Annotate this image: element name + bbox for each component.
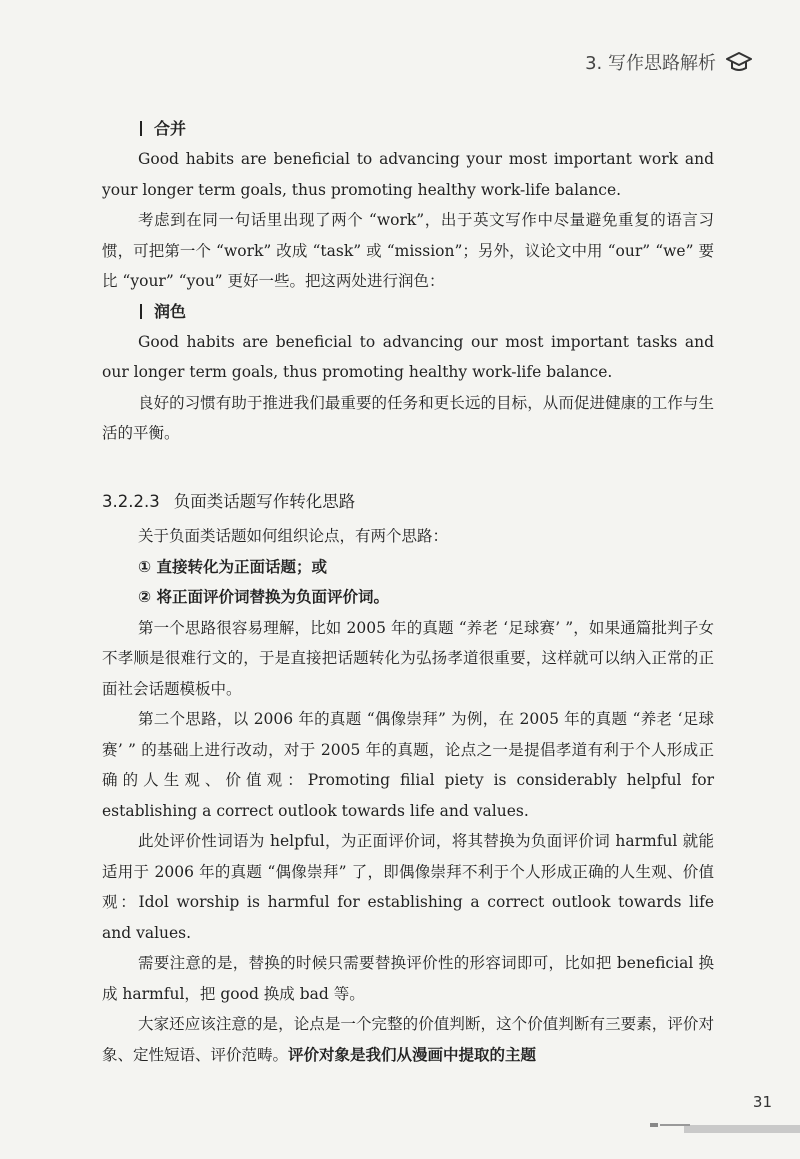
revision-note: 考虑到在同一句话里出现了两个 “work”，出于英文写作中尽量避免重复的语言习惯，可把第一个 “work” 改成 “task” 或 “mission”；另外，议论文中用 “our” “we” 要比 “your” “you” 更好一些。把这两处进行润色：: [102, 211, 714, 290]
tag-bar: [140, 304, 142, 319]
running-header: [585, 49, 752, 75]
polish-tag: [140, 297, 714, 327]
paragraph-5-text: 大家还应该注意的是，论点是一个完整的价值判断，这个价值判断有三要素，评价对象、定性短语、评价范畴。: [102, 1015, 714, 1064]
paragraph-3: 此处评价性词语为 helpful，为正面评价词，将其替换为负面评价词 harmful 就能适用于 2006 年的真题 “偶像崇拜” 了，即偶像崇拜不利于个人形成正确的人生观、价值观：Idol worship is harmful for establishing a correct outlook towards life and values.: [102, 832, 714, 942]
paragraph-5: [102, 1009, 714, 1070]
polish-tag-label: 润色: [154, 301, 187, 321]
paragraph-2: 第二个思路，以 2006 年的真题 “偶像崇拜” 为例，在 2005 年的真题 “养老 ‘足球赛’ ” 的基础上进行改动，对于 2005 年的真题，论点之一是提倡孝道有利于个人形成正确的人生观、价值观：Promoting filial piety is considerably helpful for establishing a correct outlook towards life and values.: [102, 710, 714, 820]
approach-item-2: ② 将正面评价词替换为负面评价词。: [138, 588, 390, 606]
paragraph-1: 第一个思路很容易理解，比如 2005 年的真题 “养老 ‘足球赛’ ”，如果通篇批判子女不孝顺是很难行文的，于是直接把话题转化为弘扬孝道很重要，这样就可以纳入正常的正面社会话题模板中。: [102, 618, 714, 698]
footer-grey-bar: [684, 1125, 800, 1133]
tag-bar: [140, 121, 142, 136]
page-number: 31: [752, 1093, 772, 1111]
footer-decoration: [650, 1121, 800, 1129]
page-body: [102, 114, 714, 1070]
merged-sentence: Good habits are beneficial to advancing your most important work and your longer term goals, thus promoting healthy work-life balance.: [102, 150, 714, 199]
footer-thin-line: [660, 1124, 690, 1126]
paragraph-4: 需要注意的是，替换的时候只需要替换评价性的形容词即可，比如把 beneficial 换成 harmful，把 good 换成 bad 等。: [102, 954, 714, 1003]
section-number: 3.2.2.3: [102, 491, 160, 511]
polished-sentence: Good habits are beneficial to advancing our most important tasks and our longer term goals, thus promoting healthy work-life balance.: [102, 332, 714, 381]
paragraph-5-bold: 评价对象是我们从漫画中提取的主题: [288, 1045, 537, 1064]
merge-tag-label: 合并: [154, 119, 187, 138]
merge-tag: [140, 114, 714, 144]
section-intro: 关于负面类话题如何组织论点，有两个思路：: [138, 527, 449, 545]
approach-item-1: ① 直接转化为正面话题；或: [138, 557, 328, 576]
section-title: 负面类话题写作转化思路: [173, 491, 356, 511]
graduation-cap-icon: [726, 51, 752, 73]
polished-translation: 良好的习惯有助于推进我们最重要的任务和更长远的目标，从而促进健康的工作与生活的平衡。: [102, 393, 714, 442]
header-title: 3. 写作思路解析: [585, 53, 716, 74]
section-heading: [102, 487, 714, 518]
footer-dark-block: [650, 1123, 658, 1127]
